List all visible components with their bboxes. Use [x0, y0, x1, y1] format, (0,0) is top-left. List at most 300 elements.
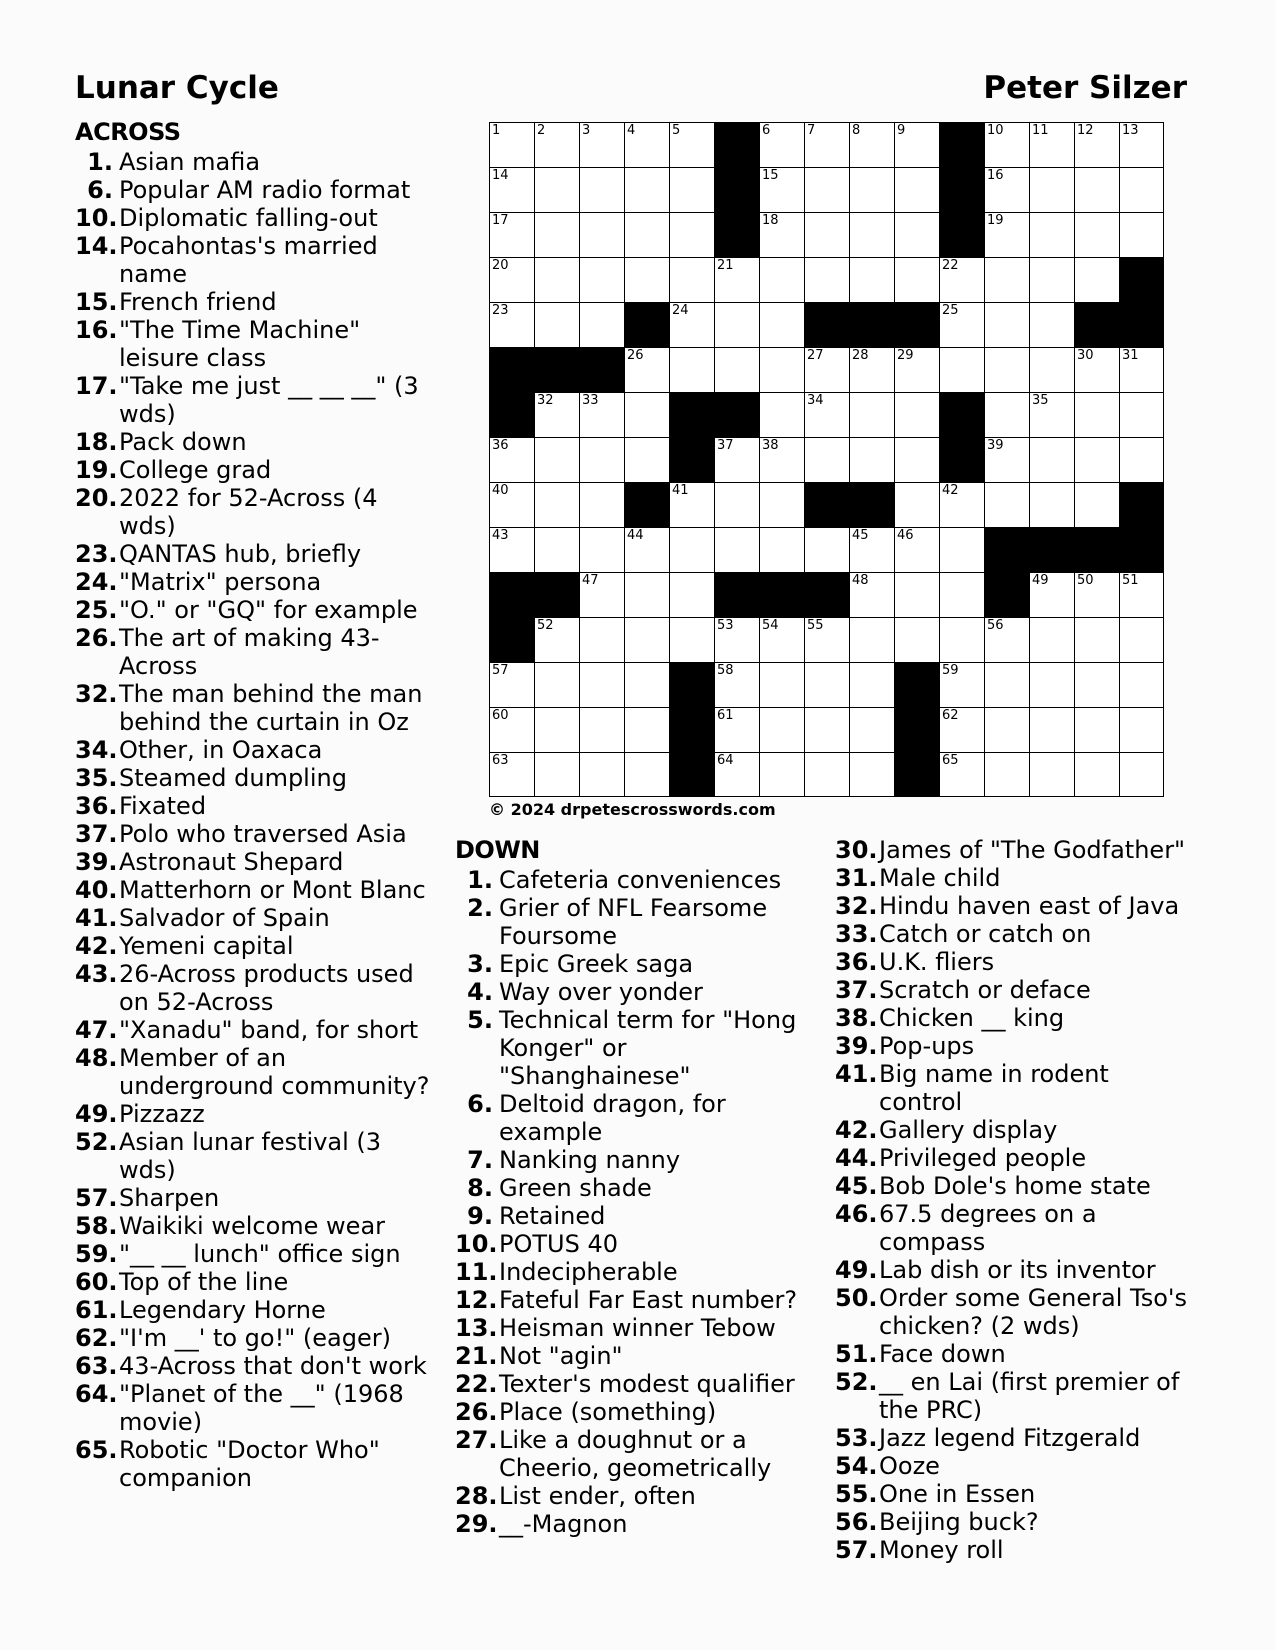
- clue-item: [75, 288, 435, 316]
- grid-cell[interactable]: [1029, 347, 1074, 392]
- grid-cell-number: 44: [627, 528, 644, 543]
- clue-number: 22.: [455, 1370, 498, 1398]
- grid-cell[interactable]: [759, 122, 804, 167]
- clue-number: 40.: [75, 876, 118, 904]
- grid-black-square: [804, 482, 849, 527]
- grid-cell[interactable]: [579, 527, 624, 572]
- grid-cell[interactable]: [894, 167, 939, 212]
- grid-cell[interactable]: [1029, 302, 1074, 347]
- grid-cell[interactable]: [534, 257, 579, 302]
- grid-cell[interactable]: [1074, 257, 1119, 302]
- grid-black-square: [714, 212, 759, 257]
- grid-cell-number: 7: [807, 123, 816, 138]
- grid-cell[interactable]: [534, 302, 579, 347]
- grid-cell[interactable]: [534, 482, 579, 527]
- clue-item: [455, 1286, 815, 1314]
- grid-cell[interactable]: [759, 212, 804, 257]
- grid-cell[interactable]: [1029, 167, 1074, 212]
- grid-cell[interactable]: [894, 392, 939, 437]
- clue-text: Pack down: [119, 428, 247, 456]
- grid-cell-number: 27: [807, 348, 824, 363]
- grid-cell[interactable]: [669, 302, 714, 347]
- grid-cell-number: 19: [987, 213, 1004, 228]
- grid-cell[interactable]: [714, 752, 759, 797]
- grid-cell[interactable]: [849, 527, 894, 572]
- grid-cell[interactable]: [939, 257, 984, 302]
- clue-number: 62.: [75, 1324, 118, 1352]
- grid-cell[interactable]: [1119, 167, 1164, 212]
- grid-cell[interactable]: [849, 572, 894, 617]
- grid-cell[interactable]: [1119, 662, 1164, 707]
- grid-cell[interactable]: [624, 257, 669, 302]
- clue-item: [75, 148, 435, 176]
- grid-cell[interactable]: [1074, 437, 1119, 482]
- grid-cell[interactable]: [669, 617, 714, 662]
- grid-cell-number: 65: [942, 753, 959, 768]
- grid-cell[interactable]: [579, 212, 624, 257]
- grid-cell[interactable]: [894, 257, 939, 302]
- grid-cell[interactable]: [624, 707, 669, 752]
- clue-text: 2022 for 52-Across (4 wds): [119, 484, 378, 540]
- clue-number: 39.: [835, 1032, 878, 1060]
- grid-cell-number: 24: [672, 303, 689, 318]
- grid-black-square: [669, 707, 714, 752]
- grid-cell[interactable]: [534, 617, 579, 662]
- clue-number: 43.: [75, 960, 118, 988]
- grid-cell[interactable]: [579, 662, 624, 707]
- grid-cell[interactable]: [984, 347, 1029, 392]
- grid-cell[interactable]: [759, 482, 804, 527]
- grid-cell[interactable]: [759, 257, 804, 302]
- grid-cell[interactable]: [1074, 752, 1119, 797]
- clue-number: 6.: [87, 176, 113, 204]
- clue-number: 42.: [835, 1116, 878, 1144]
- clue-number: 8.: [467, 1174, 493, 1202]
- clue-number: 31.: [835, 864, 878, 892]
- across-clues: [75, 118, 435, 1492]
- grid-cell[interactable]: [579, 752, 624, 797]
- clue-number: 9.: [467, 1202, 493, 1230]
- grid-cell[interactable]: [714, 527, 759, 572]
- grid-cell[interactable]: [534, 167, 579, 212]
- clue-item: [75, 960, 435, 1016]
- grid-cell[interactable]: [714, 482, 759, 527]
- grid-cell-number: 63: [492, 753, 509, 768]
- grid-cell[interactable]: [624, 662, 669, 707]
- grid-cell[interactable]: [1074, 167, 1119, 212]
- grid-cell[interactable]: [489, 212, 534, 257]
- grid-cell[interactable]: [669, 212, 714, 257]
- grid-cell[interactable]: [894, 122, 939, 167]
- grid-cell[interactable]: [1029, 212, 1074, 257]
- grid-cell[interactable]: [849, 167, 894, 212]
- grid-cell[interactable]: [1119, 212, 1164, 257]
- grid-black-square: [984, 527, 1029, 572]
- grid-cell[interactable]: [939, 707, 984, 752]
- grid-cell[interactable]: [804, 122, 849, 167]
- grid-cell[interactable]: [624, 212, 669, 257]
- clue-item: [835, 1536, 1195, 1564]
- grid-cell[interactable]: [1119, 617, 1164, 662]
- clue-item: [835, 976, 1195, 1004]
- grid-cell[interactable]: [984, 707, 1029, 752]
- grid-cell[interactable]: [804, 392, 849, 437]
- clue-item: [455, 978, 815, 1006]
- clue-item: [75, 232, 435, 288]
- clue-text: "I'm __' to go!" (eager): [119, 1324, 391, 1352]
- clue-item: [455, 1202, 815, 1230]
- grid-cell[interactable]: [1029, 437, 1074, 482]
- clue-text: Salvador of Spain: [119, 904, 330, 932]
- clue-item: [455, 1370, 815, 1398]
- grid-cell[interactable]: [1119, 572, 1164, 617]
- clue-item: [455, 1230, 815, 1258]
- grid-cell[interactable]: [759, 617, 804, 662]
- grid-cell[interactable]: [939, 482, 984, 527]
- grid-cell[interactable]: [1074, 122, 1119, 167]
- grid-cell[interactable]: [984, 617, 1029, 662]
- grid-cell[interactable]: [714, 707, 759, 752]
- grid-cell[interactable]: [579, 707, 624, 752]
- grid-cell[interactable]: [1029, 662, 1074, 707]
- grid-cell[interactable]: [894, 527, 939, 572]
- grid-cell[interactable]: [759, 437, 804, 482]
- down-clues-column-2: [835, 836, 1195, 1564]
- grid-cell[interactable]: [849, 212, 894, 257]
- clue-number: 57.: [835, 1536, 878, 1564]
- grid-cell[interactable]: [1074, 347, 1119, 392]
- clue-number: 2.: [467, 894, 493, 922]
- grid-cell[interactable]: [984, 212, 1029, 257]
- grid-cell[interactable]: [714, 347, 759, 392]
- grid-cell[interactable]: [804, 212, 849, 257]
- grid-cell-number: 13: [1122, 123, 1139, 138]
- grid-cell[interactable]: [849, 437, 894, 482]
- clue-text: __-Magnon: [499, 1510, 628, 1538]
- grid-cell[interactable]: [984, 392, 1029, 437]
- grid-cell[interactable]: [714, 617, 759, 662]
- clue-number: 47.: [75, 1016, 118, 1044]
- grid-cell[interactable]: [894, 212, 939, 257]
- grid-cell[interactable]: [804, 707, 849, 752]
- grid-cell[interactable]: [669, 122, 714, 167]
- grid-cell[interactable]: [759, 347, 804, 392]
- grid-cell[interactable]: [984, 437, 1029, 482]
- grid-cell[interactable]: [534, 122, 579, 167]
- grid-cell[interactable]: [624, 527, 669, 572]
- grid-cell[interactable]: [1119, 122, 1164, 167]
- grid-black-square: [534, 347, 579, 392]
- grid-cell[interactable]: [984, 167, 1029, 212]
- clue-text: Jazz legend Fitzgerald: [879, 1424, 1141, 1452]
- clue-number: 49.: [75, 1100, 118, 1128]
- grid-cell[interactable]: [984, 482, 1029, 527]
- grid-cell[interactable]: [1029, 257, 1074, 302]
- clue-text: Asian mafia: [119, 148, 261, 176]
- grid-cell[interactable]: [489, 752, 534, 797]
- grid-cell[interactable]: [534, 437, 579, 482]
- grid-cell-number: 16: [987, 168, 1004, 183]
- grid-cell[interactable]: [489, 257, 534, 302]
- grid-cell[interactable]: [1074, 707, 1119, 752]
- grid-cell[interactable]: [759, 392, 804, 437]
- clue-item: [75, 1016, 435, 1044]
- across-heading: ACROSS: [75, 118, 181, 146]
- grid-black-square: [939, 167, 984, 212]
- grid-cell[interactable]: [1119, 392, 1164, 437]
- grid-cell[interactable]: [939, 302, 984, 347]
- clue-text: "Take me just __ __ __" (3 wds): [119, 372, 419, 428]
- grid-cell[interactable]: [1074, 572, 1119, 617]
- grid-cell[interactable]: [714, 257, 759, 302]
- grid-cell[interactable]: [624, 347, 669, 392]
- clue-number: 18.: [75, 428, 118, 456]
- clue-number: 12.: [455, 1286, 498, 1314]
- grid-black-square: [984, 572, 1029, 617]
- clue-text: "Xanadu" band, for short: [119, 1016, 419, 1044]
- grid-cell[interactable]: [894, 347, 939, 392]
- grid-cell[interactable]: [1029, 752, 1074, 797]
- grid-cell[interactable]: [534, 707, 579, 752]
- grid-cell[interactable]: [849, 617, 894, 662]
- grid-cell[interactable]: [579, 167, 624, 212]
- grid-black-square: [489, 347, 534, 392]
- clue-item: [75, 1380, 435, 1436]
- grid-cell[interactable]: [849, 122, 894, 167]
- grid-cell[interactable]: [1029, 707, 1074, 752]
- clue-item: [455, 1398, 815, 1426]
- grid-cell[interactable]: [759, 662, 804, 707]
- grid-cell-number: 45: [852, 528, 869, 543]
- grid-cell[interactable]: [939, 617, 984, 662]
- clue-text: Chicken __ king: [879, 1004, 1065, 1032]
- grid-cell[interactable]: [714, 302, 759, 347]
- grid-cell[interactable]: [849, 392, 894, 437]
- clue-text: Other, in Oaxaca: [119, 736, 323, 764]
- grid-cell[interactable]: [984, 752, 1029, 797]
- clue-item: [75, 792, 435, 820]
- grid-cell[interactable]: [1029, 392, 1074, 437]
- grid-cell[interactable]: [579, 392, 624, 437]
- grid-cell[interactable]: [534, 752, 579, 797]
- clue-number: 1.: [467, 866, 493, 894]
- grid-cell[interactable]: [849, 752, 894, 797]
- grid-cell[interactable]: [669, 167, 714, 212]
- grid-cell[interactable]: [534, 527, 579, 572]
- grid-cell-number: 22: [942, 258, 959, 273]
- grid-cell[interactable]: [939, 752, 984, 797]
- grid-cell[interactable]: [624, 167, 669, 212]
- grid-cell[interactable]: [489, 437, 534, 482]
- clue-item: [835, 1452, 1195, 1480]
- clue-item: [75, 316, 435, 372]
- grid-cell[interactable]: [759, 167, 804, 212]
- clue-text: Pop-ups: [879, 1032, 975, 1060]
- clue-item: [455, 1174, 815, 1202]
- grid-cell[interactable]: [714, 437, 759, 482]
- grid-cell[interactable]: [579, 437, 624, 482]
- grid-cell[interactable]: [624, 122, 669, 167]
- grid-cell[interactable]: [1029, 572, 1074, 617]
- clue-item: [75, 1296, 435, 1324]
- grid-cell[interactable]: [1119, 437, 1164, 482]
- grid-cell[interactable]: [1074, 662, 1119, 707]
- grid-cell-number: 52: [537, 618, 554, 633]
- grid-cell[interactable]: [534, 212, 579, 257]
- grid-cell[interactable]: [489, 707, 534, 752]
- grid-cell[interactable]: [1029, 122, 1074, 167]
- clue-text: Diplomatic falling-out: [119, 204, 378, 232]
- grid-cell-number: 37: [717, 438, 734, 453]
- grid-black-square: [489, 617, 534, 662]
- grid-cell[interactable]: [984, 122, 1029, 167]
- grid-cell[interactable]: [489, 167, 534, 212]
- grid-cell[interactable]: [759, 527, 804, 572]
- clue-text: Nanking nanny: [499, 1146, 681, 1174]
- clue-number: 16.: [75, 316, 118, 344]
- grid-cell[interactable]: [669, 257, 714, 302]
- grid-cell[interactable]: [1074, 617, 1119, 662]
- clue-number: 64.: [75, 1380, 118, 1408]
- clue-number: 7.: [467, 1146, 493, 1174]
- grid-cell[interactable]: [534, 662, 579, 707]
- grid-cell[interactable]: [579, 617, 624, 662]
- grid-cell[interactable]: [759, 752, 804, 797]
- clue-text: Asian lunar festival (3 wds): [119, 1128, 382, 1184]
- clue-text: Robotic "Doctor Who" companion: [119, 1436, 380, 1492]
- clue-number: 37.: [835, 976, 878, 1004]
- grid-cell[interactable]: [714, 662, 759, 707]
- grid-cell[interactable]: [489, 527, 534, 572]
- grid-cell[interactable]: [1119, 347, 1164, 392]
- grid-cell[interactable]: [624, 392, 669, 437]
- grid-cell-number: 40: [492, 483, 509, 498]
- grid-cell[interactable]: [669, 482, 714, 527]
- clue-text: Beijing buck?: [879, 1508, 1039, 1536]
- clue-number: 35.: [75, 764, 118, 792]
- grid-cell[interactable]: [894, 437, 939, 482]
- grid-cell[interactable]: [579, 572, 624, 617]
- grid-cell[interactable]: [579, 122, 624, 167]
- grid-cell-number: 53: [717, 618, 734, 633]
- grid-cell-number: 3: [582, 123, 591, 138]
- grid-cell-number: 11: [1032, 123, 1049, 138]
- grid-cell[interactable]: [804, 752, 849, 797]
- grid-cell[interactable]: [579, 302, 624, 347]
- grid-cell[interactable]: [804, 617, 849, 662]
- grid-cell[interactable]: [1119, 752, 1164, 797]
- clue-number: 3.: [467, 950, 493, 978]
- clue-text: Steamed dumpling: [119, 764, 347, 792]
- grid-black-square: [804, 572, 849, 617]
- grid-cell[interactable]: [489, 482, 534, 527]
- grid-cell[interactable]: [624, 617, 669, 662]
- clue-text: List ender, often: [499, 1482, 696, 1510]
- clue-item: [75, 736, 435, 764]
- grid-cell[interactable]: [939, 572, 984, 617]
- clue-number: 32.: [835, 892, 878, 920]
- grid-cell[interactable]: [669, 527, 714, 572]
- grid-cell[interactable]: [489, 122, 534, 167]
- grid-cell[interactable]: [1029, 617, 1074, 662]
- grid-cell[interactable]: [759, 707, 804, 752]
- clue-item: [455, 866, 815, 894]
- grid-cell[interactable]: [804, 347, 849, 392]
- clue-item: [75, 904, 435, 932]
- grid-cell[interactable]: [1119, 707, 1164, 752]
- clue-text: 26-Across products used on 52-Across: [119, 960, 414, 1016]
- grid-cell[interactable]: [624, 437, 669, 482]
- grid-cell[interactable]: [669, 572, 714, 617]
- grid-cell[interactable]: [624, 572, 669, 617]
- grid-cell[interactable]: [939, 347, 984, 392]
- grid-cell[interactable]: [939, 662, 984, 707]
- clue-text: James of "The Godfather": [879, 836, 1186, 864]
- grid-cell-number: 55: [807, 618, 824, 633]
- grid-cell[interactable]: [759, 302, 804, 347]
- grid-cell-number: 35: [1032, 393, 1049, 408]
- grid-cell[interactable]: [534, 392, 579, 437]
- grid-cell[interactable]: [1074, 482, 1119, 527]
- grid-cell[interactable]: [624, 752, 669, 797]
- clue-item: [835, 1284, 1195, 1340]
- grid-black-square: [894, 662, 939, 707]
- grid-cell[interactable]: [804, 167, 849, 212]
- clue-number: 52.: [75, 1128, 118, 1156]
- clue-text: Astronaut Shepard: [119, 848, 344, 876]
- clue-text: Popular AM radio format: [119, 176, 411, 204]
- grid-cell[interactable]: [804, 437, 849, 482]
- grid-cell[interactable]: [849, 347, 894, 392]
- grid-cell[interactable]: [984, 302, 1029, 347]
- grid-cell-number: 50: [1077, 573, 1094, 588]
- clue-item: [75, 848, 435, 876]
- grid-cell[interactable]: [1029, 482, 1074, 527]
- clue-item: [75, 624, 435, 680]
- grid-cell[interactable]: [1074, 392, 1119, 437]
- grid-cell[interactable]: [849, 662, 894, 707]
- clue-number: 36.: [75, 792, 118, 820]
- grid-cell[interactable]: [579, 482, 624, 527]
- grid-black-square: [1029, 527, 1074, 572]
- grid-cell[interactable]: [894, 482, 939, 527]
- grid-cell[interactable]: [804, 527, 849, 572]
- grid-cell[interactable]: [489, 302, 534, 347]
- grid-cell[interactable]: [894, 572, 939, 617]
- grid-cell[interactable]: [804, 662, 849, 707]
- clue-item: [75, 764, 435, 792]
- clue-item: [835, 920, 1195, 948]
- clue-item: [835, 864, 1195, 892]
- grid-cell[interactable]: [984, 662, 1029, 707]
- clue-number: 25.: [75, 596, 118, 624]
- grid-cell[interactable]: [669, 347, 714, 392]
- grid-cell[interactable]: [894, 617, 939, 662]
- grid-cell[interactable]: [939, 527, 984, 572]
- clue-text: Lab dish or its inventor: [879, 1256, 1156, 1284]
- clue-number: 21.: [455, 1342, 498, 1370]
- clue-item: [455, 1258, 815, 1286]
- clue-text: Place (something): [499, 1398, 717, 1426]
- grid-cell[interactable]: [984, 257, 1029, 302]
- clue-text: Catch or catch on: [879, 920, 1092, 948]
- grid-cell[interactable]: [804, 257, 849, 302]
- grid-cell[interactable]: [489, 662, 534, 707]
- grid-cell[interactable]: [1074, 212, 1119, 257]
- grid-cell[interactable]: [579, 257, 624, 302]
- grid-cell[interactable]: [849, 707, 894, 752]
- grid-cell[interactable]: [849, 257, 894, 302]
